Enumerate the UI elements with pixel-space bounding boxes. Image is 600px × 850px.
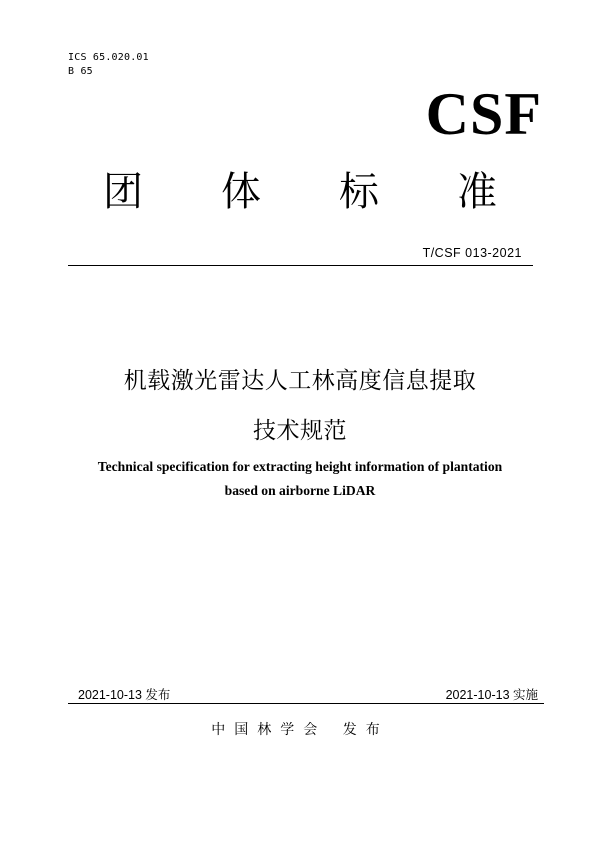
chinese-title-line-2: 技术规范 [253, 418, 347, 444]
publisher-name: 中国林学会 [211, 722, 327, 738]
standard-number: T/CSF 013-2021 [422, 246, 522, 260]
standard-type-char-1: 团 [103, 169, 143, 215]
implementation-date: 2021-10-13 实施 [445, 688, 538, 702]
ics-code: ICS 65.020.01 [68, 52, 149, 63]
ccs-code: B 65 [68, 66, 93, 77]
standard-type-title [0, 162, 600, 222]
csf-logo: CSF [425, 81, 542, 147]
publisher-action: 发布 [342, 722, 389, 738]
standard-type-char-4: 准 [457, 169, 497, 215]
standard-type-char-3: 标 [339, 169, 379, 215]
issue-date: 2021-10-13 发布 [78, 688, 171, 702]
english-title-line-2: based on airborne LiDAR [224, 483, 376, 498]
header-divider [68, 265, 533, 266]
english-title-line-1: Technical specification for extracting height information of plantation [97, 459, 503, 474]
standard-type-char-2: 体 [221, 169, 261, 215]
chinese-title-line-1: 机载激光雷达人工林高度信息提取 [123, 368, 477, 394]
footer-divider [68, 703, 544, 704]
publisher [0, 719, 600, 739]
